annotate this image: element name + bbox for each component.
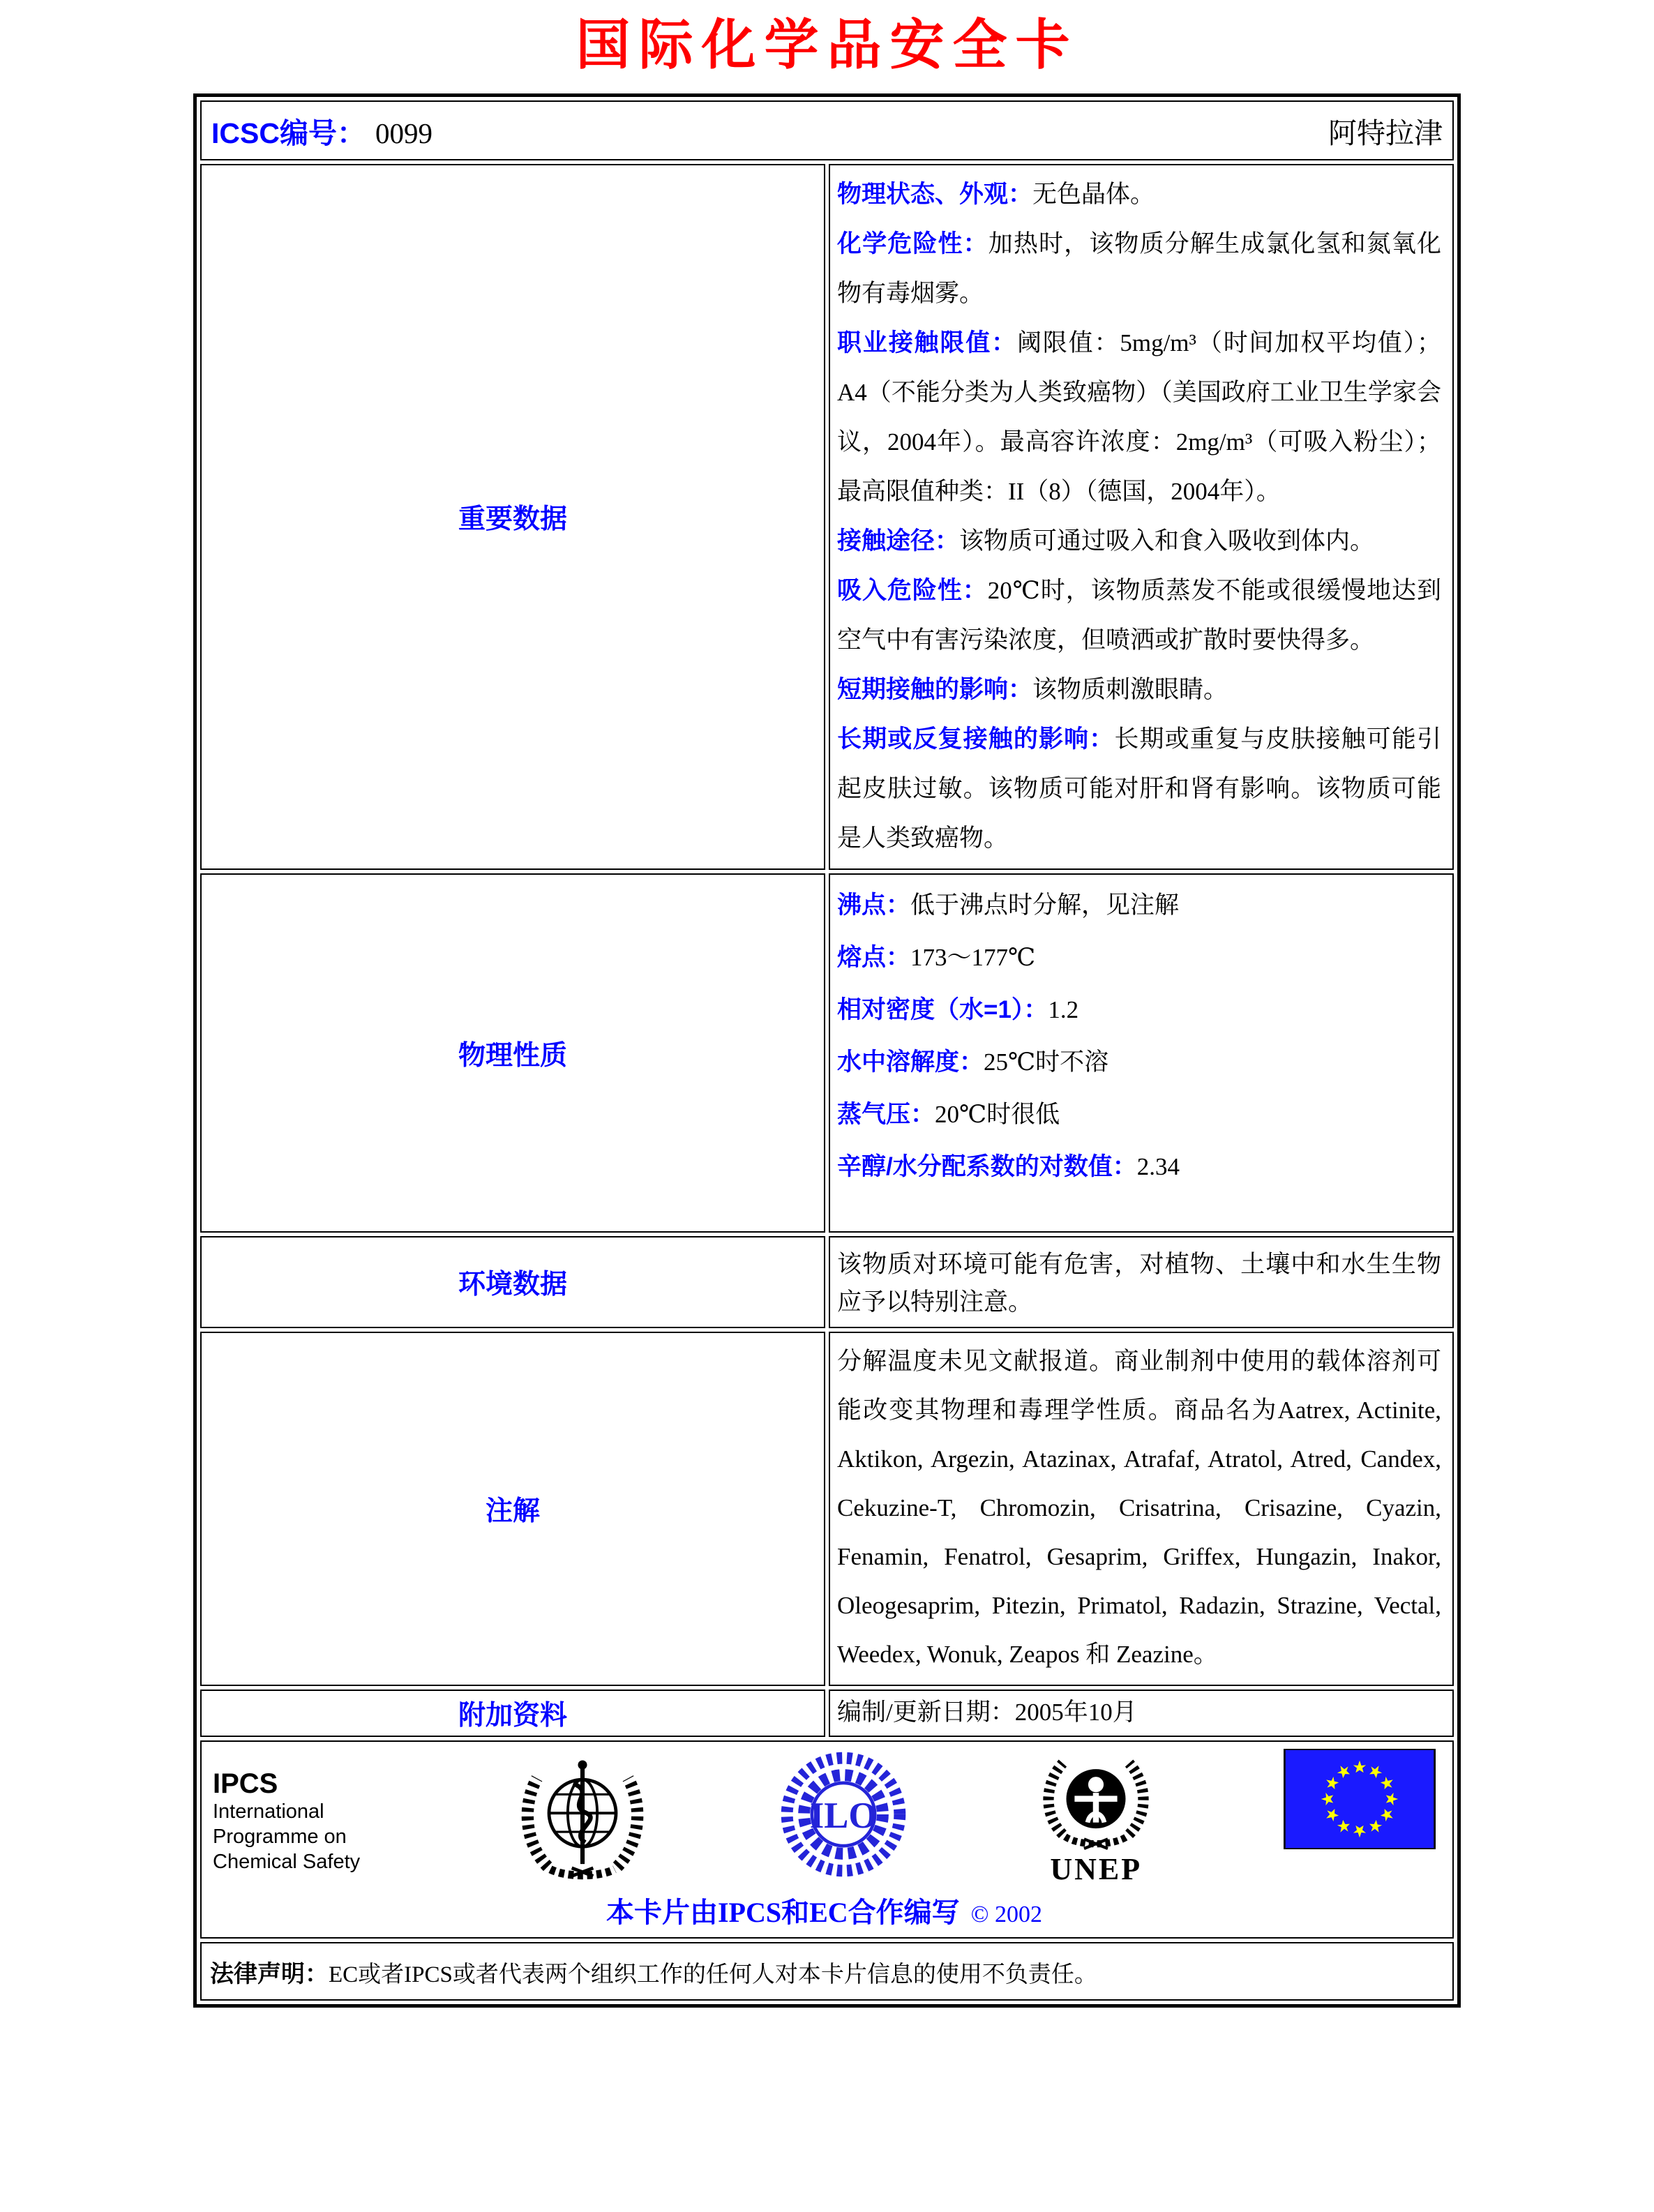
svg-text:ILO: ILO xyxy=(809,1795,877,1836)
icsc-number-label: ICSC编号： xyxy=(211,116,366,149)
physical-item: 辛醇/水分配系数的对数值：2.34 xyxy=(837,1153,1180,1180)
icsc-card-table xyxy=(193,93,1461,2008)
unep-logo-block xyxy=(1037,1749,1155,1885)
chemical-name: 阿特拉津 xyxy=(1328,116,1443,149)
footer-row xyxy=(200,1740,1454,1939)
unep-logo-icon xyxy=(1037,1749,1155,1857)
ipcs-line: Chemical Safety xyxy=(213,1851,361,1873)
card-header-row xyxy=(200,100,1454,160)
footer-caption-text: 本卡片由IPCS和EC合作编写 xyxy=(606,1897,960,1928)
legal-notice-text: EC或者IPCS或者代表两个组织工作的任何人对本卡片信息的使用不负责任。 xyxy=(329,1962,1097,1987)
who-logo-icon xyxy=(516,1749,649,1886)
section-content-additional-info xyxy=(829,1690,1454,1737)
section-label-important-data: 重要数据 xyxy=(200,164,825,870)
section-content-important-data xyxy=(829,164,1454,870)
important-item: 化学危险性：加热时，该物质分解生成氯化氢和氮氧化物有毒烟雾。 xyxy=(837,230,1441,307)
important-item: 物理状态、外观：无色晶体。 xyxy=(837,181,1155,208)
section-label-notes: 注解 xyxy=(200,1332,825,1686)
notes-text: 分解温度未见文献报道。商业制剂中使用的载体溶剂可能改变其物理和毒理学性质。商品名为Aatrex, Actinite, Aktikon, Argezin, Atazinax, Atrafaf, Atratol, Atred, Candex, Cekuzine-T, Chromozin, Crisatrina, Crisazine, Cyazin, Fenamin, Fenatrol, Gesaprim, Griffex, Hungazin, Inakor, Oleogesaprim, Pitezin, Primatol, Radazin, Strazine, Vectal, Weedex, Wonuk, Zeapos 和 Zeazine。 xyxy=(837,1348,1441,1668)
ipcs-line: Programme on xyxy=(213,1826,347,1848)
page-title: 国际化学品安全卡 xyxy=(576,14,1078,75)
physical-item: 水中溶解度：25℃时不溶 xyxy=(837,1048,1109,1076)
important-item: 长期或反复接触的影响：长期或重复与皮肤接触可能引起皮肤过敏。该物质可能对肝和肾有影响。该物质可能是人类致癌物。 xyxy=(837,725,1441,852)
important-item: 接触途径：该物质可通过吸入和食入吸收到体内。 xyxy=(837,527,1375,555)
physical-item: 相对密度（水=1）：1.2 xyxy=(837,996,1079,1023)
section-content-notes xyxy=(829,1332,1454,1686)
environment-text: 该物质对环境可能有危害，对植物、土壤中和水生生物应予以特别注意。 xyxy=(837,1251,1441,1316)
icsc-number-value: 0099 xyxy=(375,116,433,149)
update-date-value: 2005年10月 xyxy=(1014,1699,1137,1726)
legal-notice-label: 法律声明： xyxy=(210,1960,329,1987)
unep-caption: UNEP xyxy=(1050,1852,1143,1886)
ipcs-acronym: IPCS xyxy=(213,1768,278,1799)
section-label-environmental-data: 环境数据 xyxy=(200,1236,825,1328)
physical-item: 蒸气压：20℃时很低 xyxy=(837,1101,1060,1128)
ipcs-text-block xyxy=(213,1749,387,1874)
update-date-label: 编制/更新日期： xyxy=(837,1699,1015,1726)
legal-notice-row xyxy=(200,1942,1454,2001)
footer-caption xyxy=(213,1896,1436,1932)
footer-copyright: © 2002 xyxy=(970,1902,1043,1927)
section-content-environmental-data xyxy=(829,1236,1454,1328)
additional-item xyxy=(837,1695,1441,1730)
ilo-logo-icon xyxy=(778,1749,909,1883)
important-item: 职业接触限值：阈限值：5mg/m³（时间加权平均值）；A4（不能分类为人类致癌物）（美国政府工业卫生学家会议，2004年）。最高容许浓度：2mg/m³（可吸入粉尘）；最高限值种类：II（8）（德国，2004年）。 xyxy=(837,329,1441,505)
eu-flag-icon xyxy=(1284,1749,1436,1853)
section-content-physical-properties xyxy=(829,873,1454,1233)
section-label-physical-properties: 物理性质 xyxy=(200,873,825,1233)
important-item: 吸入危险性：20℃时，该物质蒸发不能或很缓慢地达到空气中有害污染浓度，但喷洒或扩散时要快得多。 xyxy=(837,577,1441,654)
ipcs-line: International xyxy=(213,1800,324,1823)
physical-item: 熔点：173～177℃ xyxy=(837,944,1036,971)
physical-item: 沸点：低于沸点时分解，见注解 xyxy=(837,891,1180,919)
important-item: 短期接触的影响：该物质刺激眼睛。 xyxy=(837,676,1228,703)
section-label-additional-info: 附加资料 xyxy=(200,1690,825,1737)
icsc-number-group xyxy=(211,110,433,151)
